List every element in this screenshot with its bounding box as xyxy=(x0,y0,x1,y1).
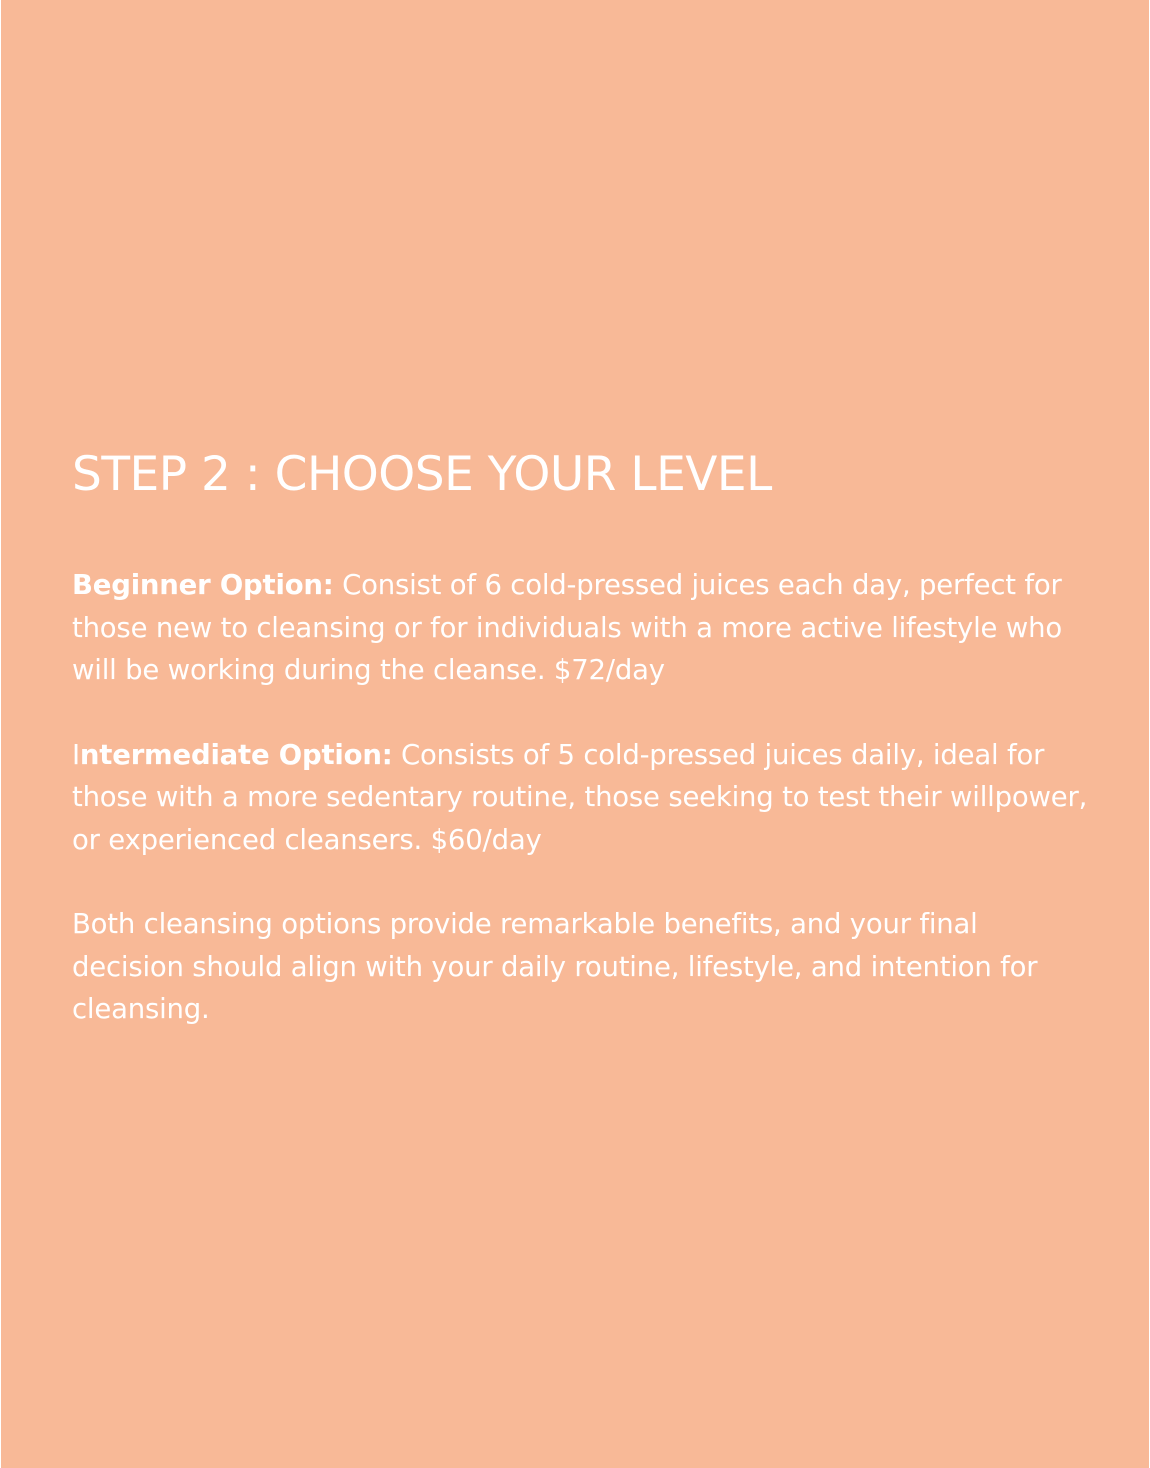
beginner-option-paragraph xyxy=(72,564,1092,692)
content xyxy=(72,446,1092,1031)
page xyxy=(1,0,1149,1468)
beginner-option-text: Consist of 6 cold-pressed juices each day, perfect for those new to cleansing or for individuals with a more active lifestyle who will be working during the cleanse. $72/day xyxy=(72,569,1062,686)
beginner-option-label: Beginner Option: xyxy=(72,569,334,601)
intermediate-option-text: Consists of 5 cold-pressed juices daily, ideal for those with a more sedentary routine, those seeking to test their willpower, or experienced cleansers. $60/day xyxy=(72,738,1088,856)
intermediate-option-label-prefix: I xyxy=(72,738,80,771)
closing-paragraph: Both cleansing options provide remarkable benefits, and your final decision should align with your daily routine, lifestyle, and intention for cleansing. xyxy=(72,908,1038,1025)
page-title: STEP 2 : CHOOSE YOUR LEVEL xyxy=(72,447,772,502)
intermediate-option-paragraph xyxy=(72,734,1092,862)
intermediate-option-label: ntermediate Option: xyxy=(79,738,393,771)
